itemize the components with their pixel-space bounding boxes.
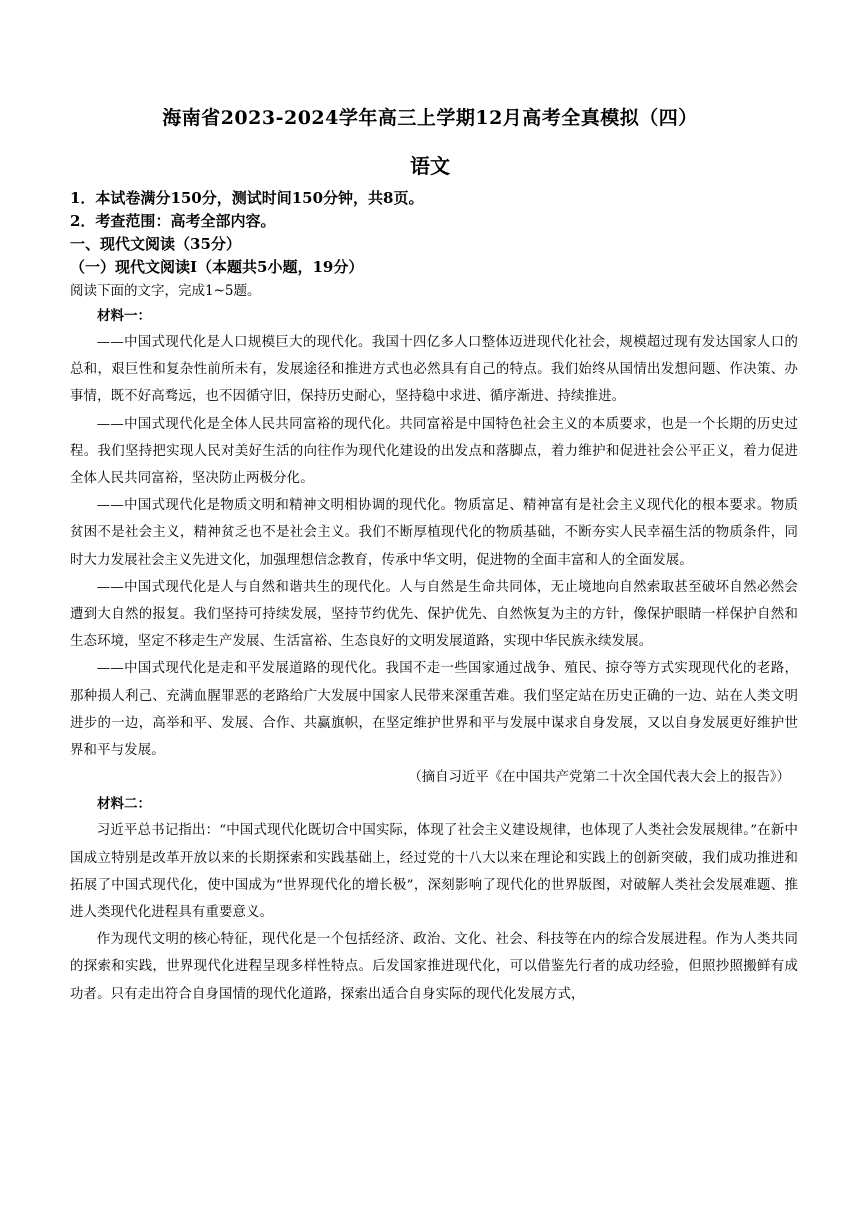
material-1-paragraph: ——中国式现代化是人口规模巨大的现代化。我国十四亿多人口整体迈进现代化社会，规模超过现有发达国家人口的总和，艰巨性和复杂性前所未有，发展途径和推进方式也必然具有自己的特点。我们始终从国情出发想问题、作决策、办事情，既不好高骛远，也不因循守旧，保持历史耐心，坚持稳中求进、循序渐进、持续推进。	[70, 335, 798, 405]
reading-instruction: 阅读下面的文字，完成1~5题。	[70, 283, 261, 299]
material-1-paragraph: ——中国式现代化是走和平发展道路的现代化。我国不走一些国家通过战争、殖民、掠夺等方式实现现代化的老路，那种损人利己、充满血腥罪恶的老路给广大发展中国家人民带来深重苦难。我们坚定站在历史正确的一边、站在人类文明进步的一边，高举和平、发展、合作、共赢旗帜，在坚定维护世界和平与发展中谋求自身发展，又以自身发展更好维护世界和平与发展。	[70, 661, 798, 759]
material-2-label: 材料二：	[97, 796, 151, 813]
note-2: 2．考查范围：高考全部内容。	[70, 212, 276, 230]
subsection-heading: （一）现代文阅读Ⅰ（本题共5小题，19分）	[70, 258, 364, 276]
subject-title: 语文	[410, 154, 450, 178]
material-1-source: （摘自习近平《在中国共产党第二十次全国代表大会上的报告》）	[408, 770, 790, 786]
note-1: 1．本试卷满分150分，测试时间150分钟，共8页。	[70, 189, 424, 207]
material-2-paragraph: 习近平总书记指出：“中国式现代化既切合中国实际，体现了社会主义建设规律，也体现了人类社会发展规律。”在新中国成立特别是改革开放以来的长期探索和实践基础上，经过党的十八大以来在理论和实践上的创新突破，我们成功推进和拓展了中国式现代化，使中国成为“世界现代化的增长极”，深刻影响了现代化的世界版图，对破解人类社会发展难题、推进人类现代化进程具有重要意义。	[70, 823, 798, 921]
material-1-paragraph: ——中国式现代化是全体人民共同富裕的现代化。共同富裕是中国特色社会主义的本质要求，也是一个长期的历史过程。我们坚持把实现人民对美好生活的向往作为现代化建设的出发点和落脚点，着力维护和促进社会公平正义，着力促进全体人民共同富裕，坚决防止两极分化。	[70, 416, 798, 487]
section-heading: 一、现代文阅读（35分）	[70, 235, 241, 253]
material-1-label: 材料一：	[97, 308, 151, 324]
material-1-paragraph: ——中国式现代化是物质文明和精神文明相协调的现代化。物质富足、精神富有是社会主义现代化的根本要求。物质贫困不是社会主义，精神贫乏也不是社会主义。我们不断厚植现代化的物质基础，不断夯实人民幸福生活的物质条件，同时大力发展社会主义先进文化，加强理想信念教育，传承中华文明，促进物的全面丰富和人的全面发展。	[70, 498, 798, 568]
document-title: 海南省2023-2024学年高三上学期12月高考全真模拟（四）	[162, 107, 698, 129]
material-2-paragraph: 作为现代文明的核心特征，现代化是一个包括经济、政治、文化、社会、科技等在内的综合发展进程。作为人类共同的探索和实践，世界现代化进程呈现多样性特点。后发国家推进现代化，可以借鉴先行者的成功经验，但照抄照搬鲜有成功者。只有走出符合自身国情的现代化道路，探索出适合自身实际的现代化发展方式，	[70, 932, 798, 1002]
document-body	[70, 187, 798, 1008]
material-1-paragraph: ——中国式现代化是人与自然和谐共生的现代化。人与自然是生命共同体，无止境地向自然索取甚至破坏自然必然会遭到大自然的报复。我们坚持可持续发展，坚持节约优先、保护优先、自然恢复为主的方针，像保护眼睛一样保护自然和生态环境，坚定不移走生产发展、生活富裕、生态良好的文明发展道路，实现中华民族永续发展。	[70, 579, 798, 650]
